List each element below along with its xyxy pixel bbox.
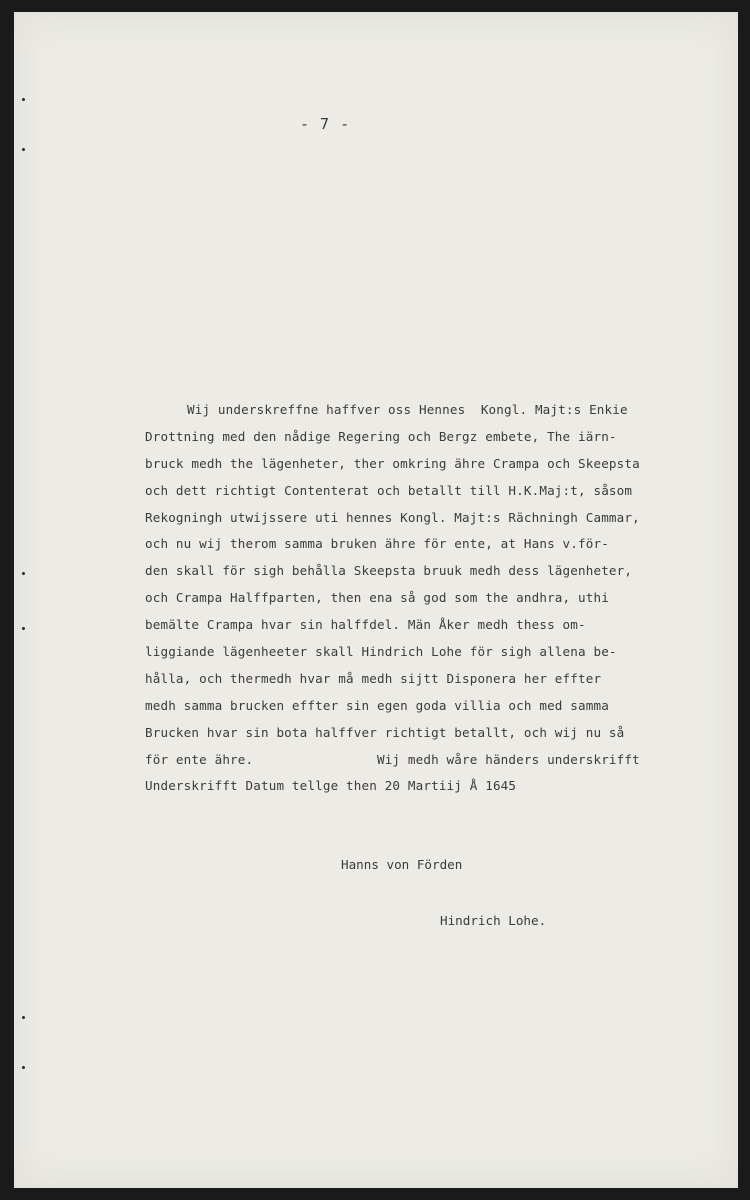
text-line: liggiande lägenheeter skall Hindrich Lohe för sigh allena be- (145, 644, 617, 660)
page-number: - 7 - (300, 115, 351, 133)
text-line: den skall för sigh behålla Skeepsta bruuk medh dess lägenheter, (145, 563, 633, 579)
signature-hindrich-lohe: Hindrich Lohe. (440, 913, 547, 928)
punch-hole-mark (22, 627, 25, 630)
text-line: och dett richtigt Contenterat och betallt till H.K.Maj:t, såsom (145, 482, 633, 498)
text-line: Underskrifft Datum tellge then 20 Martiij Å 1645 (145, 778, 517, 794)
text-line: Brucken hvar sin bota halffver richtigt betallt, och wij nu så (145, 724, 625, 740)
text-line: och Crampa Halffparten, then ena så god som the andhra, uthi (145, 590, 609, 606)
text-line: Wij underskreffne haffver oss Hennes Kongl. Majt:s Enkie (187, 402, 628, 417)
text-line: bemälte Crampa hvar sin halffdel. Män Åker medh thess om- (145, 617, 586, 633)
punch-hole-mark (22, 1016, 25, 1019)
text-line: bruck medh the lägenheter, ther omkring ähre Crampa och Skeepsta (145, 455, 640, 471)
text-line: för ente ähre. Wij medh wåre händers underskrifft (145, 751, 640, 767)
text-line: Rekogningh utwijssere uti hennes Kongl. Majt:s Rächningh Cammar, (145, 509, 640, 525)
letter-body (145, 397, 725, 800)
punch-hole-mark (22, 148, 25, 151)
document-page (14, 12, 738, 1188)
punch-hole-mark (22, 1066, 25, 1069)
signature-hanns-von-forden: Hanns von Förden (341, 857, 463, 872)
text-line: och nu wij therom samma bruken ähre för ente, at Hans v.för- (145, 536, 609, 552)
text-line: medh samma brucken effter sin egen goda villia och med samma (145, 697, 609, 713)
text-line: hålla, och thermedh hvar må medh sijtt Disponera her effter (145, 670, 602, 686)
text-line: Drottning med den nådige Regering och Bergz embete, The iärn- (145, 428, 617, 444)
punch-hole-mark (22, 572, 25, 575)
punch-hole-mark (22, 98, 25, 101)
